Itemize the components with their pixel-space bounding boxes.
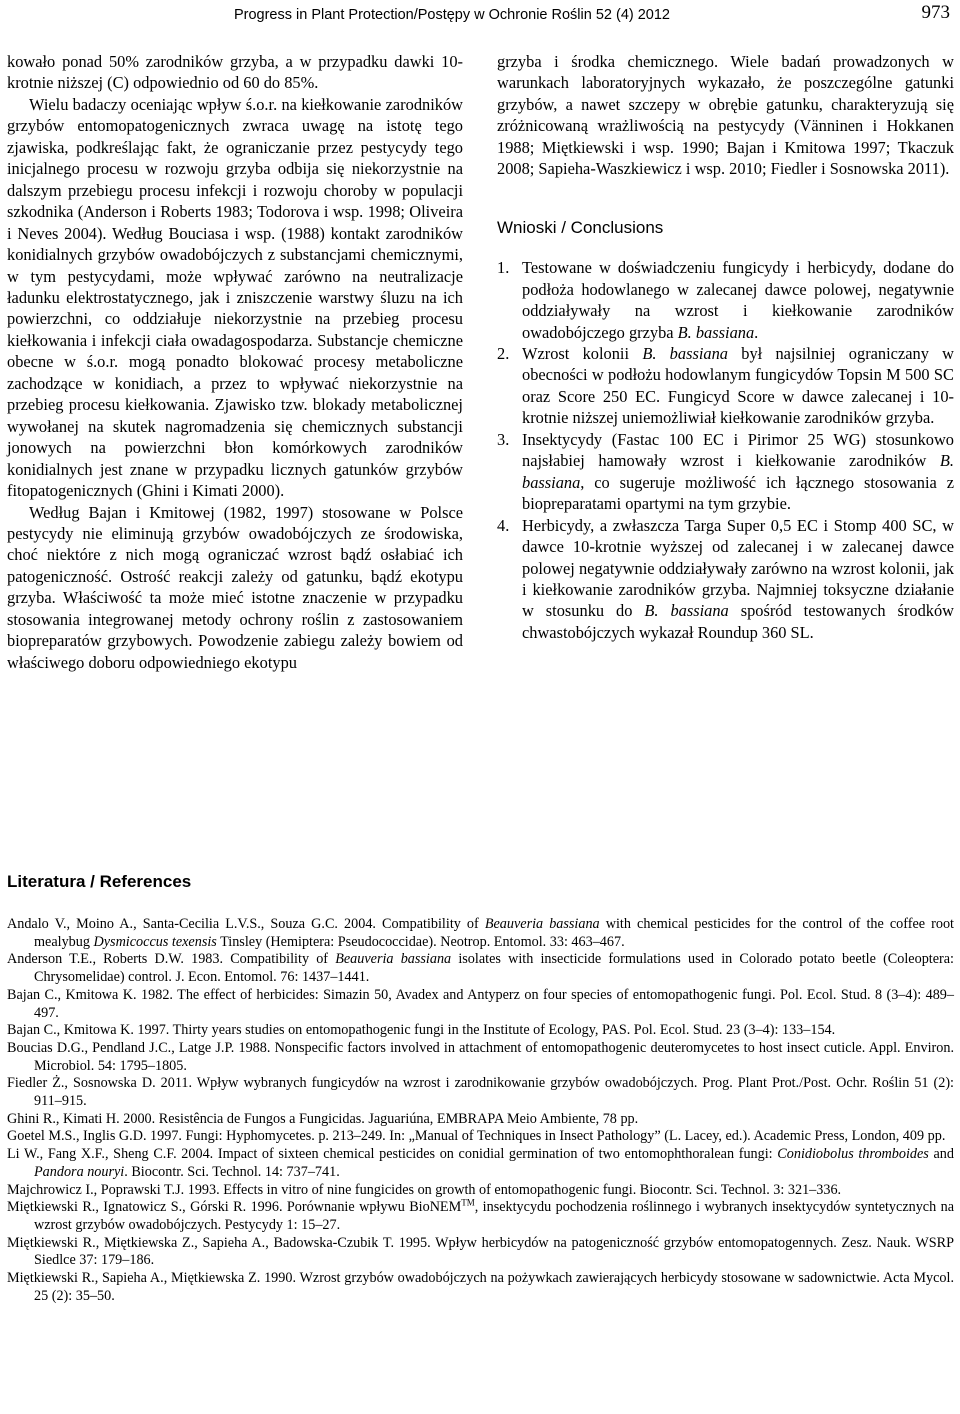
conclusion-item	[497, 343, 954, 429]
journal-title: Progress in Plant Protection/Postępy w Ochronie Roślin 52 (4) 2012	[233, 7, 670, 23]
conclusion-text: .	[754, 322, 759, 342]
species-name: B. bassiana	[677, 322, 755, 342]
page-number: 973	[921, 2, 950, 23]
species-name: B. bassiana	[642, 343, 728, 363]
reference-text: Tinsley (Hemiptera: Pseudococcidae). Neotrop. Entomol. 33: 463–467.	[216, 933, 625, 950]
reference-item	[7, 951, 954, 986]
paragraph: Według Bajan i Kmitowej (1982, 1997) stosowane w Polsce pestycydy nie eliminują grzybów owadobójczych ze środowiska, choć niektóre z nich mogą ograniczać wzrost bądź osłabiać ich patogeniczność. Ostrość reakcji zależy od gatunku, bądź ekotypu grzyba. Właściwość ta może mieć istotne znaczenie w przypadku stosowania integrowanej metody ochrony roślin z zastosowaniem biopreparatów grzybowych. Powodzenie zabiegu zależy bowiem od właściwego doboru odpowiedniego ekotypu	[7, 502, 463, 672]
conclusions-list	[497, 257, 954, 643]
trademark-superscript: TM	[461, 1197, 475, 1208]
conclusion-number: 1.	[497, 258, 510, 278]
reference-item: Bajan C., Kmitowa K. 1982. The effect of herbicides: Simazin 50, Avadex and Antyperz on four species of entomopathogenic fungi. Pol. Ecol. Stud. 8 (3–4): 489–497.	[7, 986, 954, 1021]
references-heading: Literatura / References	[7, 872, 192, 891]
conclusion-text: był najsilniej ograniczany w obecności w podłożu hodowlanym fungicydów Topsin M 500 SC oraz Score 250 EC. Fungicyd Score w dawce zalecanej i 10-krotnie niższej uniemożliwiał kiełkowanie zarodników grzyba.	[522, 343, 954, 428]
page-header	[0, 2, 960, 32]
reference-item: Ghini R., Kimati H. 2000. Resistência de Fungos a Fungicidas. Jaguariúna, EMBRAPA Meio Ambiente, 78 pp.	[7, 1110, 639, 1127]
reference-item: Bajan C., Kmitowa K. 1997. Thirty years studies on entomopathogenic fungi in the Institute of Ecology, PAS. Pol. Ecol. Stud. 23 (3–4): 133–154.	[7, 1022, 836, 1039]
conclusion-item	[497, 429, 954, 515]
conclusions-heading: Wnioski / Conclusions	[497, 217, 664, 237]
references-list	[7, 916, 954, 1305]
conclusion-number: 4.	[497, 515, 510, 535]
reference-italic: Beauveria bassiana	[335, 951, 452, 968]
right-column	[497, 51, 954, 643]
reference-italic: Dysmicoccus texensis	[93, 933, 217, 950]
species-name: B. bassiana	[522, 451, 954, 492]
reference-italic: Beauveria bassiana	[484, 916, 600, 932]
reference-italic: Conidiobolus thromboides	[777, 1146, 929, 1163]
reference-item	[7, 916, 954, 951]
reference-item: Miętkiewski R., Miętkiewska Z., Sapieha A., Badowska-Czubik T. 1995. Wpływ herbicydów na patogeniczność grzybów entomopatogennych. Zesz. Nauk. WSRP Siedlce 37: 179–186.	[7, 1234, 954, 1269]
paragraph: kowało ponad 50% zarodników grzyba, a w przypadku dawki 10-krotnie niższej (C) odpowiednio od 60 do 85%.	[7, 52, 463, 93]
reference-italic: Pandora nouryi	[34, 1163, 125, 1180]
reference-item: Majchrowicz I., Poprawski T.J. 1993. Effects in vitro of nine fungicides on growth of entomopathogenic fungi. Biocontr. Sci. Technol. 3: 321–336.	[7, 1181, 842, 1198]
reference-text: Andalo V., Moino A., Santa-Cecilia L.V.S., Souza G.C. 2004. Compatibility of	[7, 916, 485, 932]
conclusion-text: Insektycydy (Fastac 100 EC i Pirimor 25 WG) stosunkowo najsłabiej hamowały wzrost i kiełkowanie zarodników	[522, 429, 954, 471]
reference-item: Boucias D.G., Pendland J.C., Latge J.P. 1988. Nonspecific factors involved in attachment of entomopathogenic deuteromycetes to host insect cuticle. Appl. Environ. Microbiol. 54: 1795–1805.	[7, 1039, 954, 1074]
paragraph: Wielu badaczy oceniając wpływ ś.o.r. na kiełkowanie zarodników grzybów entomopatogenicznych zwraca uwagę na istotę tego zjawiska, podkreślając fakt, że ograniczanie przez pestycydy tego inicjalnego procesu w rozwoju grzyba odbija się niekorzystnie na dalszym przebiegu procesu infekcji i rozwoju choroby w populacji szkodnika (Anderson i Roberts 1983; Todorova i wsp. 1998; Oliveira i Neves 2004). Według Bouciasa i wsp. (1988) kontakt zarodników konidialnych grzybów owadobójczych z substancjami chemicznymi, w tym pestycydami, może wpływać zarówno na neutralizacje ładunku elektrostatycznego, jak i zniszczenie warstwy śluzu na ich powierzchni, co oddziałuje niekorzystnie na przebieg procesu kiełkowania i infekcji ciała owadagospodarza. Substancje chemiczne obecne w ś.o.r. mogą ponadto blokować procesy metaboliczne zachodzące w konidiach, a przez to wpływać niekorzystnie na przebieg procesu kiełkowania. Zjawisko tzw. blokady metabolicznej wywołanej na skutek nagromadzenia się chemicznych substancji jonowych na powierzchni błon komórkowych zarodników konidialnych jest znane w przypadku licznych gatunków grzybów fitopatogenicznych (Ghini i Kimati 2000).	[7, 94, 463, 501]
reference-item: Miętkiewski R., Sapieha A., Miętkiewska Z. 1990. Wzrost grzybów owadobójczych na pożywkach zawierających herbicydy stosowane w sadownictwie. Acta Mycol. 25 (2): 35–50.	[7, 1270, 954, 1304]
conclusion-text: , co sugeruje możliwość ich łącznego stosowania z biopreparatami opartymi na tym grzybie.	[522, 472, 954, 514]
paragraph: grzyba i środka chemicznego. Wiele badań prowadzonych w warunkach laboratoryjnych wykazało, że poszczególne gatunki grzybów, a nawet szczepy w obrębie gatunku, charakteryzują się zróżnicowaną wrażliwością na pestycydy (Vänninen i Hokkanen 1988; Miętkiewski i wsp. 1990; Bajan i Kmitowa 1997; Tkaczuk 2008; Sapieha-Waszkiewicz i wsp. 2010; Fiedler i Sosnowska 2011).	[497, 52, 954, 179]
conclusion-text: spośród testowanych środków chwastobójczych wykazał Roundup 360 SL.	[522, 601, 954, 642]
conclusion-number: 2.	[497, 343, 510, 363]
conclusion-text: Herbicydy, a zwłaszcza Targa Super 0,5 EC i Stomp 400 SC, w dawce 10-krotnie wyższej od zalecanej i w zalecanej dawce polowej negatywnie oddziaływały zarówno na wzrost kolonii, jak i kiełkowanie zarodników grzyba. Najmniej toksyczne działanie w stosunku do	[522, 515, 954, 621]
reference-item	[7, 1199, 954, 1234]
reference-text: with chemical pesticides for the control of the coffee root mealybug	[34, 916, 954, 950]
reference-item: Goetel M.S., Inglis G.D. 1997. Fungi: Hyphomycetes. p. 213–249. In: „Manual of Techniques in Insect Pathology” (L. Lacey, ed.). Academic Press, London, 409 pp.	[7, 1128, 946, 1145]
reference-text: and	[928, 1146, 954, 1163]
reference-item	[7, 1146, 954, 1181]
conclusion-text: Wzrost kolonii	[522, 343, 643, 363]
left-column	[7, 51, 463, 673]
reference-item: Fiedler Ż., Sosnowska D. 2011. Wpływ wybranych fungicydów na wzrost i zarodnikowanie grzybów owadobójczych. Prog. Plant Prot./Post. Ochr. Roślin 51 (2): 911–915.	[7, 1075, 954, 1110]
species-name: B. bassiana	[644, 601, 729, 621]
reference-text: Miętkiewski R., Ignatowicz S., Górski R. 1996. Porównanie wpływu BioNEM	[7, 1199, 462, 1216]
conclusion-number: 3.	[497, 429, 510, 449]
reference-text: isolates with insecticide formulations used in Colorado potato beetle (Coleoptera: Chrysomelidae) control. J. Econ. Entomol. 76: 1437–1441.	[34, 951, 954, 986]
reference-text: Li W., Fang X.F., Sheng C.F. 2004. Impact of sixteen chemical pesticides on conidial germination of two entomophthoralean fungi:	[7, 1146, 778, 1163]
conclusion-item	[497, 257, 954, 343]
conclusion-item	[497, 515, 954, 644]
reference-text: , insektycydu pochodzenia roślinnego i wybranych insektycydów syntetycznych na wzrost grzybów owadobójczych. Pestycydy 1: 15–27.	[34, 1199, 954, 1233]
reference-text: Anderson T.E., Roberts D.W. 1983. Compatibility of	[7, 951, 336, 968]
reference-text: . Biocontr. Sci. Technol. 14: 737–741.	[124, 1163, 340, 1180]
conclusion-text: Testowane w doświadczeniu fungicydy i herbicydy, dodane do podłoża hodowlanego w zalecanej dawce polowej, negatywnie oddziaływały na wzrost i kiełkowanie zarodników owadobójczego grzyba	[522, 258, 954, 342]
